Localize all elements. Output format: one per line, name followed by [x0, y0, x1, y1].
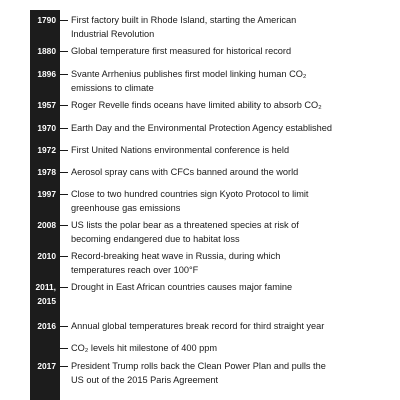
- entry-description-line: US lists the polar bear as a threatened species at risk of: [71, 220, 299, 230]
- entry-year-line: 2015: [37, 296, 56, 306]
- entry-description: [71, 121, 389, 135]
- entry-description-line: Roger Revelle finds oceans have limited ability to absorb CO₂: [71, 100, 322, 110]
- entry-description-line: greenhouse gas emissions: [71, 203, 181, 213]
- entry-description-line: First United Nations environmental conference is held: [71, 145, 290, 155]
- entry-tick: [60, 225, 68, 226]
- entry-year: 1896: [37, 69, 56, 79]
- entry-year: 1957: [37, 100, 56, 110]
- entry-description: [71, 44, 389, 58]
- entry-tick: [60, 326, 68, 327]
- entry-description-line: Annual global temperatures break record for third straight year: [71, 321, 325, 331]
- entry-year: 2010: [37, 251, 56, 261]
- entry-description: [71, 13, 389, 41]
- entry-description-line: US out of the 2015 Paris Agreement: [71, 375, 219, 385]
- entry-description: [71, 359, 389, 387]
- entry-tick: [60, 51, 68, 52]
- entry-description: [71, 341, 389, 355]
- entry-tick: [60, 287, 68, 288]
- entry-year: 1880: [37, 46, 56, 56]
- entry-description-line: Industrial Revolution: [71, 29, 155, 39]
- entry-description: [71, 143, 389, 157]
- entry-description: [71, 187, 389, 215]
- entry-description: [71, 280, 389, 294]
- entry-year: 1972: [37, 145, 56, 155]
- entry-year: 1978: [37, 167, 56, 177]
- entry-description: [71, 98, 389, 112]
- entry-description: [71, 249, 389, 277]
- entry-description-line: Svante Arrhenius publishes first model linking human CO₂: [71, 69, 307, 79]
- entry-description-line: temperatures reach over 100°F: [71, 265, 199, 275]
- entry-description-line: Drought in East African countries causes major famine: [71, 282, 293, 292]
- entry-tick: [60, 74, 68, 75]
- entry-year: 2008: [37, 220, 56, 230]
- entry-tick: [60, 20, 68, 21]
- entry-year: 2017: [37, 361, 56, 371]
- entry-description-line: CO₂ levels hit milestone of 400 ppm: [71, 343, 218, 353]
- entry-tick: [60, 194, 68, 195]
- entry-description-line: Earth Day and the Environmental Protection Agency established: [71, 123, 332, 133]
- entry-tick: [60, 150, 68, 151]
- entry-tick: [60, 256, 68, 257]
- entry-tick: [60, 366, 68, 367]
- entry-tick: [60, 128, 68, 129]
- entry-description-line: First factory built in Rhode Island, starting the American: [71, 15, 297, 25]
- entry-tick: [60, 105, 68, 106]
- entry-description: [71, 218, 389, 246]
- entry-description-line: Global temperature first measured for historical record: [71, 46, 292, 56]
- entry-tick: [60, 348, 68, 349]
- entry-description-line: President Trump rolls back the Clean Power Plan and pulls the: [71, 361, 326, 371]
- entry-year: [30, 280, 56, 308]
- entry-tick: [60, 172, 68, 173]
- entry-description-line: Close to two hundred countries sign Kyoto Protocol to limit: [71, 189, 309, 199]
- entry-description-line: becoming endangered due to habitat loss: [71, 234, 240, 244]
- entry-year: 1970: [37, 123, 56, 133]
- entry-year: 1790: [37, 15, 56, 25]
- entry-description-line: Record-breaking heat wave in Russia, during which: [71, 251, 281, 261]
- entry-description: [71, 165, 389, 179]
- entry-year-line: 2011,: [35, 282, 56, 292]
- entry-year: 1997: [37, 189, 56, 199]
- entry-description: [71, 67, 389, 95]
- entry-description-line: Aerosol spray cans with CFCs banned around the world: [71, 167, 299, 177]
- entry-description: [71, 319, 389, 333]
- entry-year: 2016: [37, 321, 56, 331]
- entry-description-line: emissions to climate: [71, 83, 154, 93]
